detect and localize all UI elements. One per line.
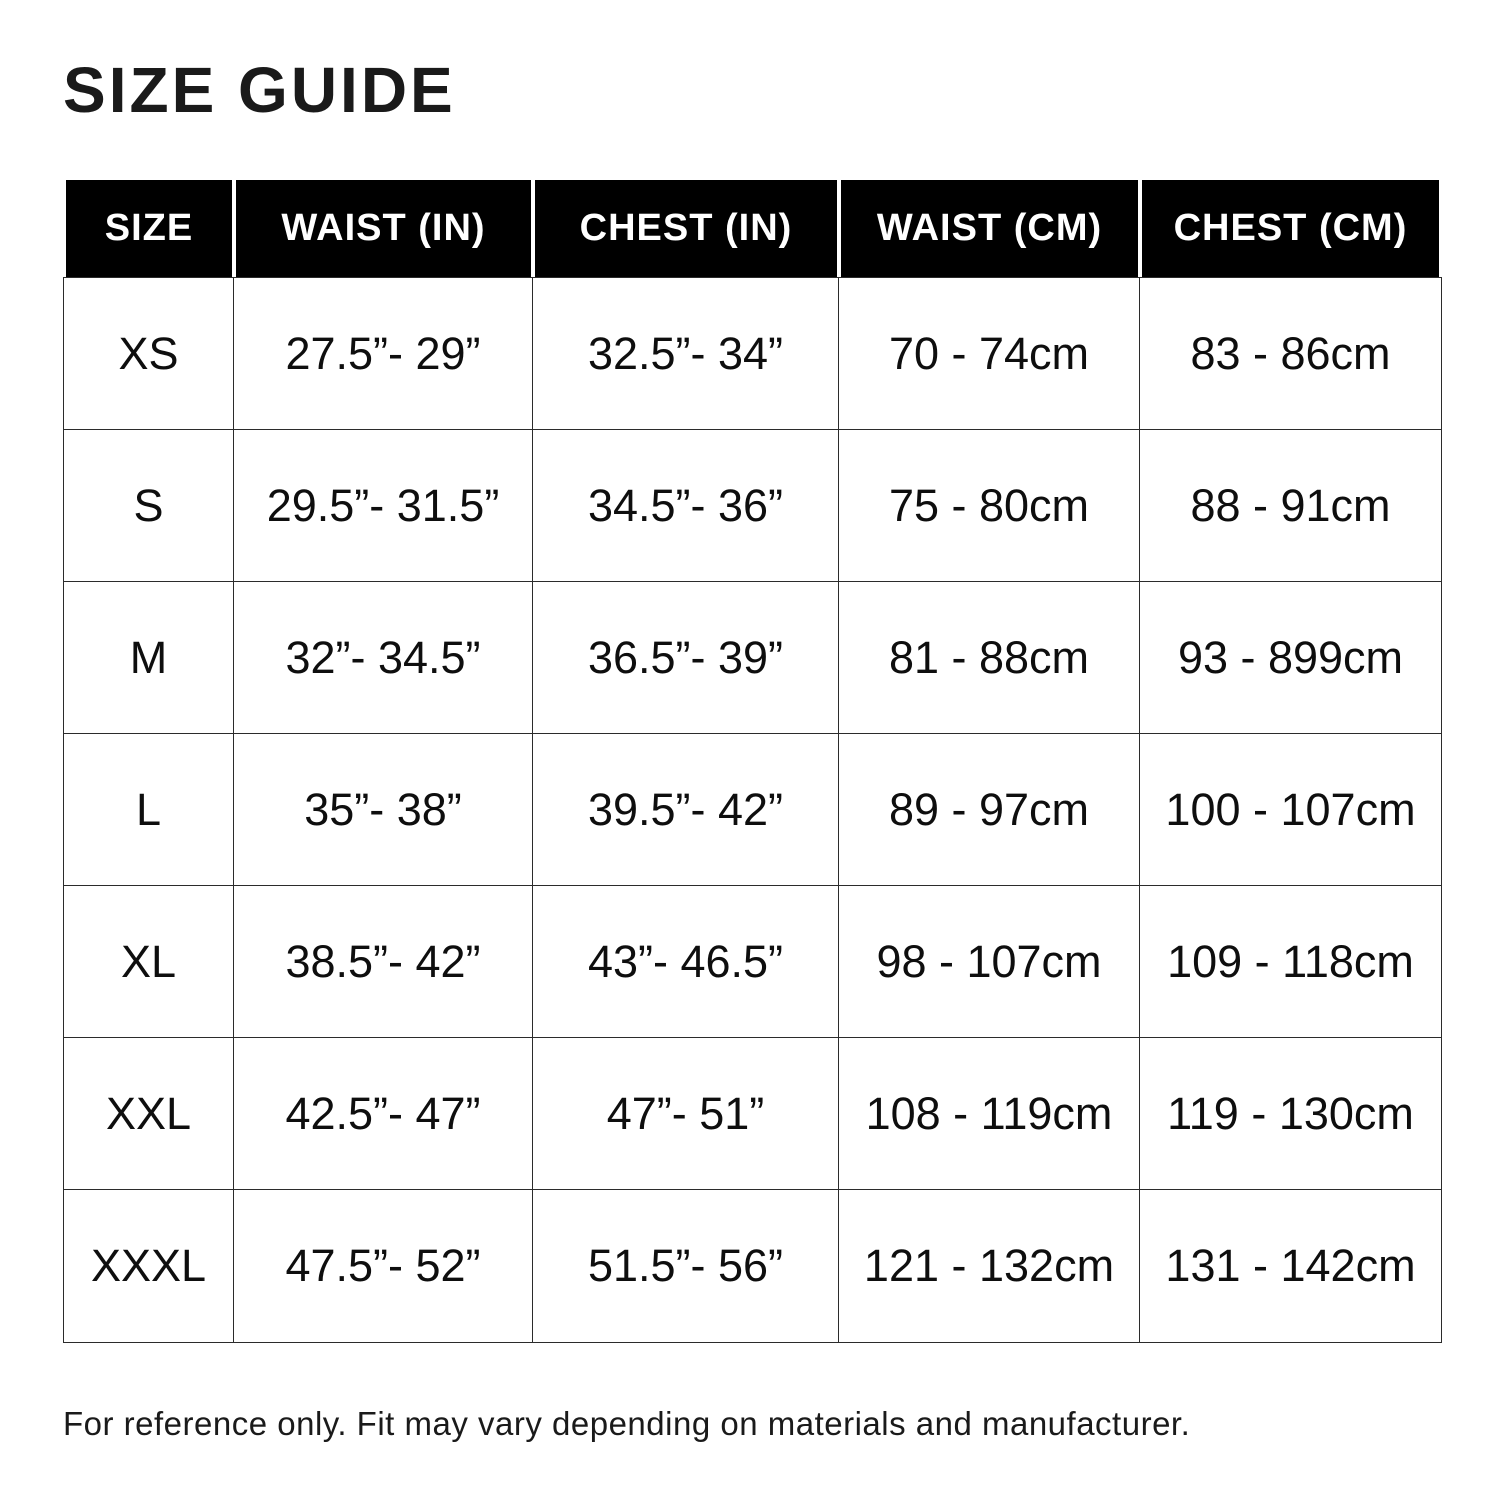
footnote: For reference only. Fit may vary depending on materials and manufacturer. bbox=[63, 1405, 1191, 1442]
chest-cm-cell: 88 - 91cm bbox=[1140, 430, 1441, 582]
chest-cm-cell: 119 - 130cm bbox=[1140, 1038, 1441, 1190]
size-cell: S bbox=[64, 430, 234, 582]
waist-in-cell: 27.5”- 29” bbox=[234, 278, 533, 430]
column-header-chest-cm: CHEST (CM) bbox=[1142, 180, 1439, 277]
chest-cm-cell: 93 - 899cm bbox=[1140, 582, 1441, 734]
size-cell: L bbox=[64, 734, 234, 886]
waist-cm-cell: 121 - 132cm bbox=[839, 1190, 1140, 1342]
column-header-waist-in: WAIST (IN) bbox=[236, 180, 531, 277]
size-cell: XXXL bbox=[64, 1190, 234, 1342]
waist-cm-cell: 108 - 119cm bbox=[839, 1038, 1140, 1190]
page-title: SIZE GUIDE bbox=[63, 54, 456, 126]
waist-in-cell: 32”- 34.5” bbox=[234, 582, 533, 734]
chest-in-cell: 34.5”- 36” bbox=[533, 430, 839, 582]
size-table-body bbox=[63, 277, 1442, 1343]
chest-in-cell: 39.5”- 42” bbox=[533, 734, 839, 886]
chest-in-cell: 43”- 46.5” bbox=[533, 886, 839, 1038]
size-cell: M bbox=[64, 582, 234, 734]
waist-in-cell: 42.5”- 47” bbox=[234, 1038, 533, 1190]
waist-cm-cell: 75 - 80cm bbox=[839, 430, 1140, 582]
column-header-waist-cm: WAIST (CM) bbox=[841, 180, 1138, 277]
waist-in-cell: 38.5”- 42” bbox=[234, 886, 533, 1038]
waist-cm-cell: 98 - 107cm bbox=[839, 886, 1140, 1038]
column-header-size: SIZE bbox=[66, 180, 232, 277]
waist-cm-cell: 81 - 88cm bbox=[839, 582, 1140, 734]
chest-in-cell: 51.5”- 56” bbox=[533, 1190, 839, 1342]
waist-in-cell: 47.5”- 52” bbox=[234, 1190, 533, 1342]
size-cell: XXL bbox=[64, 1038, 234, 1190]
waist-cm-cell: 70 - 74cm bbox=[839, 278, 1140, 430]
size-table bbox=[63, 180, 1442, 1343]
size-cell: XS bbox=[64, 278, 234, 430]
waist-in-cell: 29.5”- 31.5” bbox=[234, 430, 533, 582]
chest-cm-cell: 100 - 107cm bbox=[1140, 734, 1441, 886]
size-table-header bbox=[64, 180, 1441, 277]
chest-cm-cell: 131 - 142cm bbox=[1165, 1240, 1416, 1291]
chest-cm-cell: 83 - 86cm bbox=[1140, 278, 1441, 430]
chest-in-cell: 36.5”- 39” bbox=[533, 582, 839, 734]
chest-in-cell: 32.5”- 34” bbox=[533, 278, 839, 430]
waist-cm-cell: 89 - 97cm bbox=[839, 734, 1140, 886]
waist-in-cell: 35”- 38” bbox=[234, 734, 533, 886]
size-cell: XL bbox=[64, 886, 234, 1038]
column-header-chest-in: CHEST (IN) bbox=[535, 180, 837, 277]
chest-in-cell: 47”- 51” bbox=[533, 1038, 839, 1190]
chest-cm-cell: 109 - 118cm bbox=[1140, 886, 1441, 1038]
